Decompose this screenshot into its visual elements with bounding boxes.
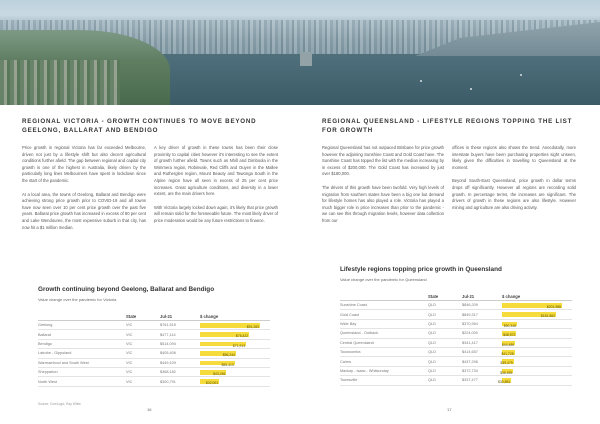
- change-value: $91,283: [246, 325, 259, 329]
- row-value: $437,296: [462, 357, 502, 366]
- table-row: [340, 366, 572, 375]
- row-state: VIC: [126, 330, 160, 339]
- hero-boat: [420, 80, 422, 82]
- row-state: VIC: [126, 358, 160, 367]
- right-col1-para-2: The drivers of this growth have been twofold. Very high levels of migration from southern states have been a big one but demand for lifestyle homes has also played a role. Victoria has played a much bigger role in price increases than prior to the pandemic - we can see this through migration levels, however data collection from our: [322, 184, 444, 223]
- row-value: $370,954: [462, 319, 502, 328]
- row-change-cell: [502, 357, 572, 366]
- change-bar: [502, 341, 515, 346]
- row-value: $414,657: [462, 347, 502, 356]
- table-row: [340, 329, 572, 338]
- change-value: $181,862: [540, 314, 555, 319]
- change-bar: [200, 361, 235, 366]
- left-column-1: [22, 145, 146, 238]
- row-region-name: Toowoomba: [340, 347, 428, 356]
- table-row: [38, 321, 270, 330]
- row-change-cell: [200, 339, 270, 348]
- table-row: [340, 376, 572, 385]
- right-col2-para-2: Beyond South-East Queensland, price growth in dollar terms drops off significantly. However all regions are recording solid growth. In percentage terms, the increases are significant. The drivers of growth in these regions are also lifestyle. However mining and agriculture are also driving activity.: [452, 178, 576, 210]
- row-change-cell: [200, 349, 270, 358]
- row-region-name: Shepparton: [38, 367, 126, 376]
- right-table-subtitle: Value change over the pandemic for Queensland: [340, 277, 427, 282]
- row-state: QLD: [428, 347, 462, 356]
- col-header-state: State: [428, 292, 462, 301]
- table-row: [38, 377, 270, 386]
- hero-pier: [300, 52, 312, 66]
- left-table-source: Source: CoreLogic, Ray White: [38, 402, 81, 406]
- change-value: $32,001: [205, 381, 219, 386]
- row-region-name: Gold Coast: [340, 310, 428, 319]
- row-value: $514,094: [160, 339, 200, 348]
- hero-boat: [520, 74, 522, 76]
- row-state: VIC: [126, 349, 160, 358]
- row-value: $849,317: [462, 310, 502, 319]
- row-change-cell: [502, 319, 572, 328]
- row-change-cell: [502, 329, 572, 338]
- row-value: $300,791: [160, 377, 200, 386]
- row-region-name: Ballarat: [38, 330, 126, 339]
- left-column-2: [154, 145, 278, 232]
- table-header-row: [38, 312, 270, 321]
- left-table-subtitle: Value change over the pandemic for Victoria: [38, 297, 117, 302]
- change-bar: [200, 379, 219, 384]
- change-bar: [200, 351, 236, 356]
- col-header-jul21: Jul-21: [462, 292, 502, 301]
- row-region-name: Bendigo: [38, 339, 126, 348]
- change-bar: [502, 312, 556, 317]
- table-row: [38, 367, 270, 376]
- change-bar: [200, 370, 226, 375]
- row-change-cell: [502, 338, 572, 347]
- col-header-name: [38, 312, 126, 321]
- change-bar: [502, 369, 513, 374]
- row-change-cell: [502, 310, 572, 319]
- right-page-number: 17: [447, 407, 452, 412]
- row-region-name: Latrobe - Gippsland: [38, 349, 126, 358]
- right-growth-table: [340, 292, 572, 386]
- row-state: VIC: [126, 377, 160, 386]
- table-row: [38, 349, 270, 358]
- change-value: $41,728: [501, 351, 514, 356]
- row-state: QLD: [428, 301, 462, 310]
- hero-photo: [0, 0, 600, 105]
- row-value: $846,209: [462, 301, 502, 310]
- table-row: [38, 339, 270, 348]
- row-change-cell: [498, 376, 572, 385]
- row-state: QLD: [428, 338, 462, 347]
- left-heading: REGIONAL VICTORIA - GROWTH CONTINUES TO MOVE BEYOND GEELONG, BALLARAT AND BENDIGO: [22, 118, 257, 134]
- change-value: $43,246: [213, 371, 226, 376]
- row-region-name: Sunshine Coast: [340, 301, 428, 310]
- right-col2-para-1: offices in these regions also shows the trend. Anecdotally, more interstate buyers have been purchasing properties sight unseen, likely given the difficulties in travelling to Queensland at the moment.: [452, 145, 576, 170]
- row-region-name: Central Queensland: [340, 338, 428, 347]
- change-bar: [200, 332, 249, 337]
- change-value: $56,244: [222, 353, 235, 358]
- row-region-name: Mackay - Isaac - Whitsunday: [340, 366, 428, 375]
- change-value: $76,422: [235, 334, 249, 339]
- row-state: QLD: [428, 329, 462, 338]
- row-state: QLD: [428, 357, 462, 366]
- table-row: [340, 319, 572, 328]
- change-bar: [502, 350, 515, 355]
- row-change-cell: [502, 366, 572, 375]
- row-region-name: North West: [38, 377, 126, 386]
- row-change-cell: [502, 301, 572, 310]
- change-value: $38,655: [500, 370, 513, 375]
- table-row: [340, 301, 572, 310]
- row-state: VIC: [126, 339, 160, 348]
- table-header-row: [340, 292, 572, 301]
- left-col1-para-1: Price growth in regional Victoria has far exceeded Melbourne, driven not just by a lifestyle shift but also decent agricultural conditions further afield. The gap between regional and capital city growth is one of the highest in Australia, likely driven by the particularly long lines Melbourners have spent in lockdown since the start of the pandemic.: [22, 145, 146, 183]
- col-header-jul21: Jul-21: [160, 312, 200, 321]
- left-col2-para-1: A key driver of growth in these towns has been their close proximity to capital cities however it's interesting to see the extent of growth further afield. Towns such as Nhill and Dimboola in the Wimmera region, Robinvale, Red Cliffs and Ouyen in the Mallee and Rutherglen region, Mount Beauty and Tawonga South in the Alpine region have all seen in excess of 25 per cent price increases. Great agriculture conditions, and diversity in a lower extent, are the main drivers here.: [154, 145, 278, 197]
- row-change-cell: [200, 330, 270, 339]
- row-region-name: Geelong: [38, 321, 126, 330]
- hero-bay-water: [140, 56, 600, 105]
- hero-foreground-houses: [0, 60, 120, 105]
- row-region-name: Cairns: [340, 357, 428, 366]
- change-value: $50,348: [503, 323, 516, 328]
- row-region-name: Warrnambool and South West: [38, 358, 126, 367]
- left-col1-para-2: At a local area, the towns of Geelong, Ballarat and Bendigo were achieving strong price growth prior to COVID-19 and all towns have now seen over 10 per cent price growth over the past five years. Ballarat price growth has increased in excess of 80 per cent and Lake Wendouree, the most expensive suburb in that city, has now hit a $1 million median.: [22, 191, 146, 230]
- table-row: [38, 330, 270, 339]
- change-bar: [498, 378, 511, 385]
- left-growth-table: [38, 312, 270, 387]
- row-state: QLD: [428, 376, 462, 385]
- change-value: $48,972: [503, 333, 516, 338]
- row-value: $761,515: [160, 321, 200, 330]
- col-header-change: $ change: [200, 312, 270, 321]
- right-column-2: [452, 145, 576, 218]
- left-col2-para-2: With Victoria largely locked down again, it's likely that price growth will remain solid for the foreseeable future. The most likely driver of price moderation would be any future restrictions to finance.: [154, 204, 278, 223]
- row-value: $337,477: [462, 376, 502, 385]
- change-bar: [502, 303, 562, 308]
- row-value: $449,109: [160, 358, 200, 367]
- table-row: [38, 358, 270, 367]
- col-header-state: State: [126, 312, 160, 321]
- row-region-name: Townsville: [340, 376, 428, 385]
- row-change-cell: [200, 358, 270, 367]
- row-change-cell: [200, 367, 270, 376]
- table-row: [340, 347, 572, 356]
- row-state: VIC: [126, 321, 160, 330]
- row-value: $477,114: [160, 330, 200, 339]
- change-bar: [502, 331, 516, 336]
- change-bar: [200, 323, 260, 328]
- row-state: VIC: [126, 367, 160, 376]
- table-row: [340, 357, 572, 366]
- right-col1-para-1: Regional Queensland has not outpaced Brisbane for price growth however the adjoining Sunshine Coast and Gold Coast have. The Sunshine Coast has topped the list with the median increasing by in excess of $200,000. The Gold Coast has increased by just over $180,000.: [322, 145, 444, 177]
- change-value: $30,851: [498, 380, 511, 385]
- row-value: $368,182: [160, 367, 200, 376]
- change-value: $44,486: [501, 342, 515, 347]
- table-row: [340, 310, 572, 319]
- table-row: [340, 338, 572, 347]
- col-header-change: $ change: [502, 292, 572, 301]
- col-header-name: [340, 292, 428, 301]
- row-value: $372,734: [462, 366, 502, 375]
- row-change-cell: [200, 321, 270, 330]
- right-heading: REGIONAL QUEENSLAND - LIFESTYLE REGIONS TOPPING THE LIST FOR GROWTH: [322, 118, 573, 134]
- row-value: $224,000: [462, 329, 502, 338]
- change-value: $71,913: [232, 343, 246, 348]
- row-value: $341,417: [462, 338, 502, 347]
- row-state: QLD: [428, 319, 462, 328]
- row-state: QLD: [428, 310, 462, 319]
- change-bar: [502, 322, 517, 327]
- left-table-title: Growth continuing beyond Geelong, Ballarat and Bendigo: [38, 286, 215, 293]
- change-value: $55,413: [221, 362, 234, 367]
- hero-boat: [470, 88, 472, 90]
- row-value: $405,406: [160, 349, 200, 358]
- row-region-name: Queensland - Outback: [340, 329, 428, 338]
- right-column-1: [322, 145, 444, 232]
- right-table-title: Lifestyle regions topping price growth in Queensland: [340, 266, 502, 273]
- left-page-number: 16: [147, 407, 152, 412]
- row-change-cell: [502, 347, 572, 356]
- change-bar: [200, 342, 246, 347]
- row-change-cell: [200, 377, 270, 386]
- change-bar: [502, 359, 514, 364]
- change-value: $39,479: [500, 361, 513, 366]
- row-state: QLD: [428, 366, 462, 375]
- change-value: $201,988: [546, 305, 561, 309]
- row-region-name: Wide Bay: [340, 319, 428, 328]
